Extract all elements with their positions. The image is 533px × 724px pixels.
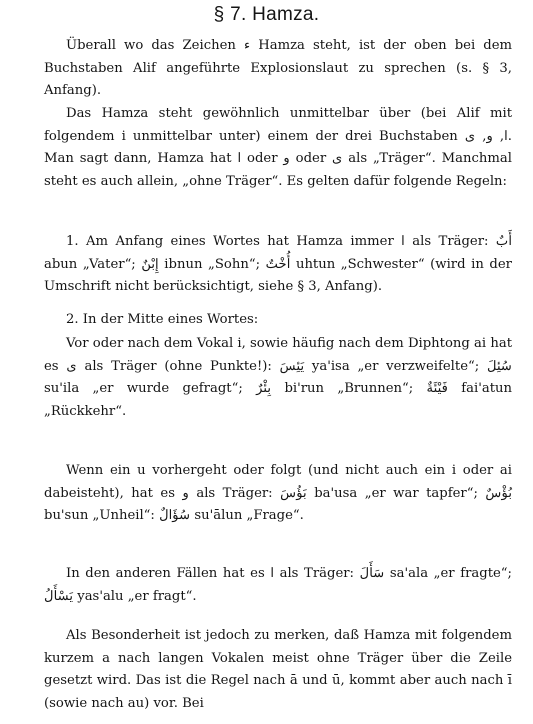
paragraph-intro: Überall wo das Zeichen ء Hamza steht, ist der oben bei dem Buchstaben Alif angeführte Explosionslaut zu sprechen (s. § 3, Anfang). — [44, 38, 512, 98]
paragraph-carriers: Das Hamza steht gewöhnlich unmittelbar über (bei Alif mit folgendem i unmittelbar unter) einem der drei Buchstaben ا, و, ى. Man sagt dann, Hamza hat ا oder و oder ى als „Träger“. Manchmal steht es auch allein, „ohne Träger“. Es gelten dafür folgende Regeln: — [44, 106, 513, 189]
paragraph-other-cases: In den anderen Fällen hat es ا als Träger: سَأَلَ sa'ala „er fragte“; يَسْأَلُ yas'alu „er fragt“. — [44, 566, 512, 604]
paragraph-vowel-i: Vor oder nach dem Vokal i, sowie häufig nach dem Diphtong ai hat es ى als Träger (ohne Punkte!): يَئِسَ ya'isa „er verzweifelte“; سُئِلَ su'ila „er wurde gefragt“; بِئْرٌ bi'run „Brunnen“; فَيْئَةٌ fai'atun „Rückkehr“. — [44, 336, 512, 419]
paragraph-vowel-u: Wenn ein u vorhergeht oder folgt (und nicht auch ein i oder ai dabeisteht), hat es و als Träger: بَؤُسَ ba'usa „er war tapfer“; بُؤْسٌ bu'sun „Unheil“: سُؤَالٌ su'ālun „Frage“. — [44, 463, 512, 523]
paragraph-rule-beginning: 1. Am Anfang eines Wortes hat Hamza immer ا als Träger: أَبٌ abun „Vater“; إِبْنٌ ibnun „Sohn“; أُخْتٌ uhtun „Schwester“ (wird in der Umschrift nicht berücksichtigt, siehe § 3, Anfang). — [44, 234, 512, 294]
section-heading: § 7. Hamza. — [213, 4, 320, 25]
paragraph-rule-middle: 2. In der Mitte eines Wortes: — [66, 312, 259, 327]
paragraph-special-case: Als Besonderheit ist jedoch zu merken, daß Hamza mit folgendem kurzem a nach langen Vokalen meist ohne Träger über die Zeile gesetzt wird. Das ist die Regel nach ā und ū, kommt aber auch nach ī (sowie nach au) vor. Bei — [44, 628, 512, 711]
